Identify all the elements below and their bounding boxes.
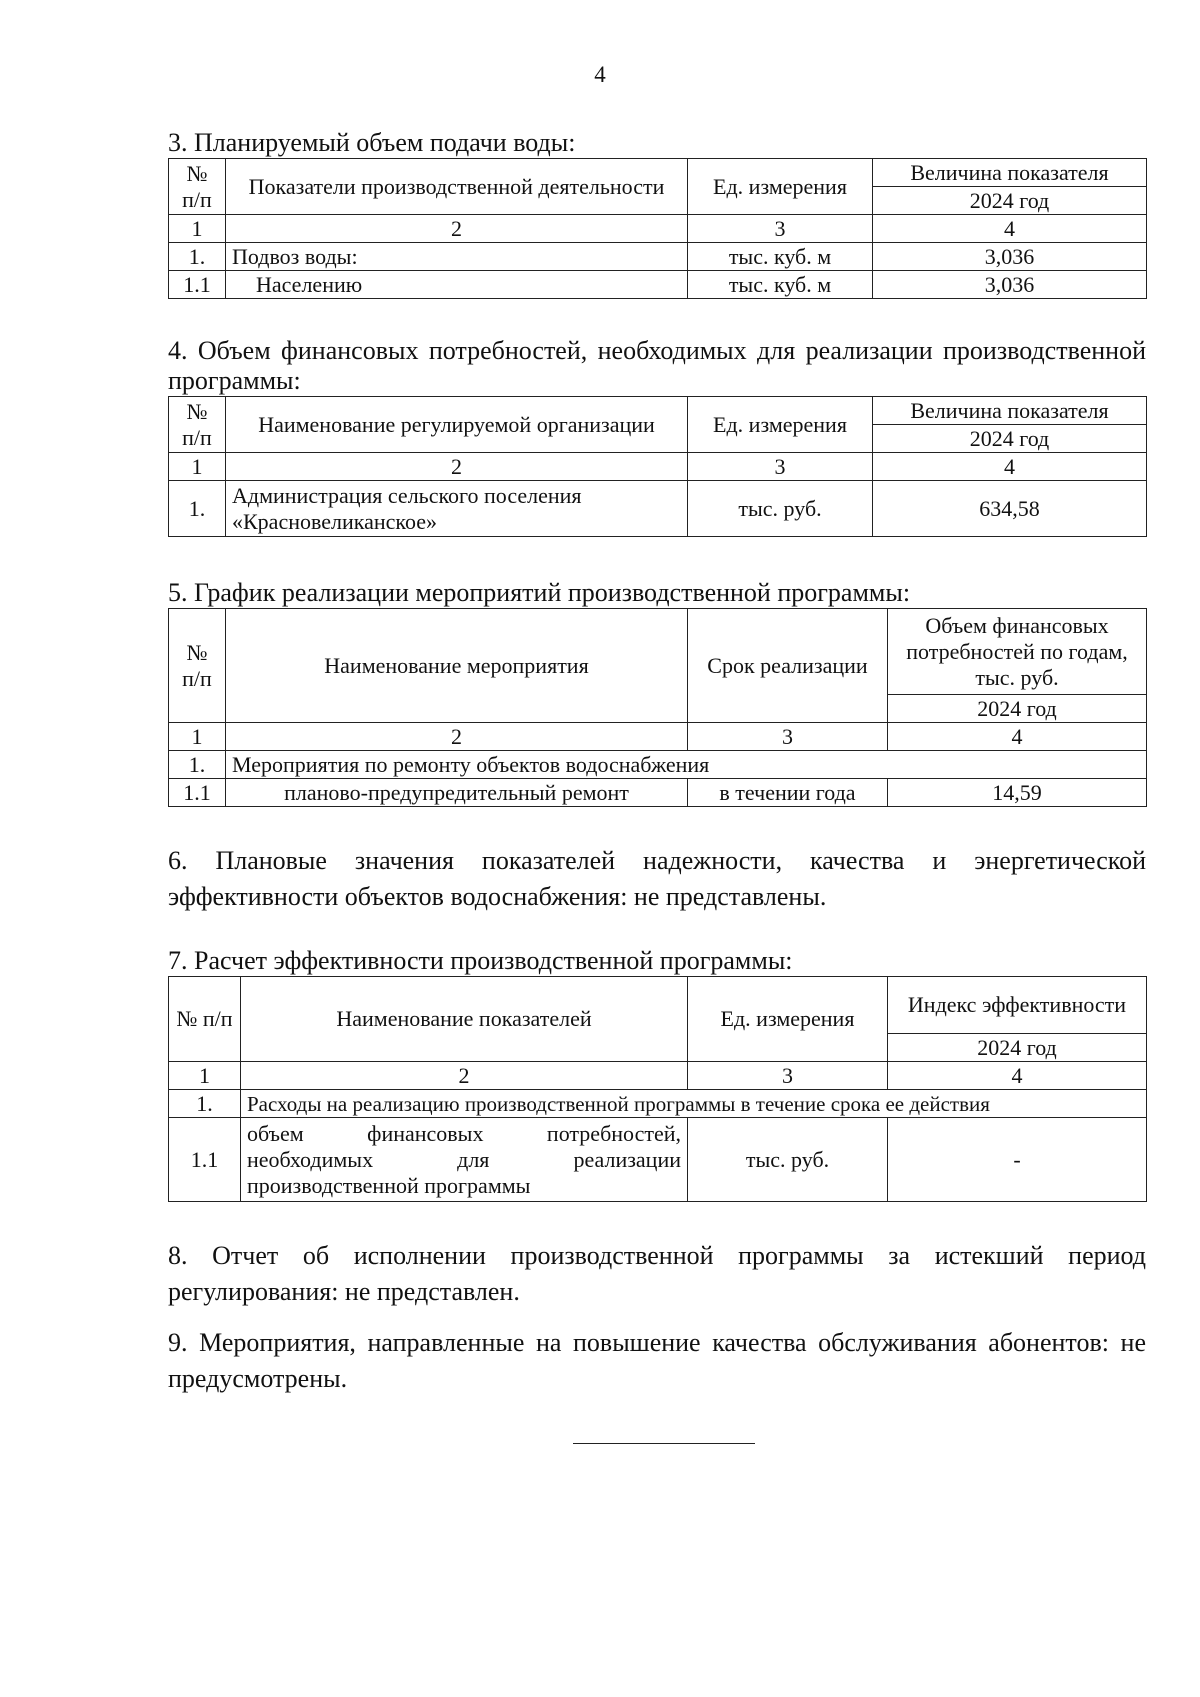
- column-number: 1: [169, 453, 226, 481]
- row-number: 1.: [169, 481, 226, 537]
- header-unit: Ед. измерения: [688, 397, 873, 453]
- row-number: 1.: [169, 1090, 241, 1118]
- row-value: 3,036: [873, 271, 1147, 299]
- header-year: 2024 год: [888, 695, 1147, 723]
- row-name: Населению: [226, 271, 688, 299]
- table-row: [169, 243, 1147, 271]
- header-number: № п/п: [169, 609, 226, 723]
- row-name: Подвоз воды:: [226, 243, 688, 271]
- table-row: [169, 481, 1147, 537]
- section-5-heading: 5. График реализации мероприятий производственной программы:: [168, 578, 911, 607]
- header-year: 2024 год: [888, 1034, 1147, 1062]
- efficiency-table: [168, 976, 1147, 1202]
- column-number: 1: [169, 723, 226, 751]
- row-value: -: [888, 1118, 1147, 1202]
- column-number: 3: [688, 215, 873, 243]
- column-number: 4: [873, 453, 1147, 481]
- column-number: 3: [688, 723, 888, 751]
- row-term: в течении года: [688, 779, 888, 807]
- column-number: 3: [688, 453, 873, 481]
- column-number: 4: [873, 215, 1147, 243]
- closing-divider: [573, 1443, 755, 1444]
- header-term: Срок реализации: [688, 609, 888, 723]
- row-value: 634,58: [873, 481, 1147, 537]
- section-efficiency-calculation: [168, 946, 1146, 1202]
- header-value: Величина показателя: [873, 397, 1147, 425]
- section-program-report: [168, 1238, 1146, 1310]
- header-activity-name: Наименование мероприятия: [226, 609, 688, 723]
- section-financial-needs: [168, 336, 1146, 537]
- column-number: 3: [688, 1062, 888, 1090]
- row-name: Расходы на реализацию производственной программы в течение срока ее действия: [241, 1090, 1147, 1118]
- header-value: Величина показателя: [873, 159, 1147, 187]
- column-number: 2: [226, 723, 688, 751]
- section-3-heading: 3. Планируемый объем подачи воды:: [168, 128, 576, 157]
- header-value: Индекс эффективности: [888, 977, 1147, 1034]
- column-number: 4: [888, 1062, 1147, 1090]
- section-8-text: 8. Отчет об исполнении производственной программы за истекший период регулирования: не представлен.: [168, 1241, 1146, 1306]
- column-number: 1: [169, 1062, 241, 1090]
- row-number: 1.: [169, 243, 226, 271]
- column-number: 2: [241, 1062, 688, 1090]
- row-number: 1.1: [169, 779, 226, 807]
- header-number: № п/п: [169, 397, 226, 453]
- row-number: 1.: [169, 751, 226, 779]
- header-year: 2024 год: [873, 425, 1147, 453]
- section-6-text: 6. Плановые значения показателей надежности, качества и энергетической эффективности объектов водоснабжения: не представлены.: [168, 846, 1146, 911]
- section-7-heading: 7. Расчет эффективности производственной программы:: [168, 946, 793, 975]
- section-reliability-indicators: [168, 843, 1146, 915]
- row-number: 1.1: [169, 271, 226, 299]
- table-row: [169, 779, 1147, 807]
- column-number: 4: [888, 723, 1147, 751]
- table-row: [169, 271, 1147, 299]
- financial-needs-table: [168, 396, 1147, 537]
- header-year: 2024 год: [873, 187, 1147, 215]
- header-indicator-name: Показатели производственной деятельности: [226, 159, 688, 215]
- row-value: 3,036: [873, 243, 1147, 271]
- water-supply-table: [168, 158, 1147, 299]
- activities-table: [168, 608, 1147, 807]
- column-number: 1: [169, 215, 226, 243]
- table-row: [169, 1118, 1147, 1202]
- section-9-text: 9. Мероприятия, направленные на повышение качества обслуживания абонентов: не предусмотрены.: [168, 1328, 1146, 1393]
- row-unit: тыс. куб. м: [688, 271, 873, 299]
- header-unit: Ед. измерения: [688, 159, 873, 215]
- row-number: 1.1: [169, 1118, 241, 1202]
- row-name: Мероприятия по ремонту объектов водоснабжения: [226, 751, 1147, 779]
- section-4-heading: 4. Объем финансовых потребностей, необходимых для реализации производственной программы:: [168, 336, 1146, 395]
- section-activities-schedule: [168, 578, 1146, 807]
- header-number: № п/п: [169, 159, 226, 215]
- header-indicator-name: Наименование показателей: [241, 977, 688, 1062]
- row-unit: тыс. руб.: [688, 1118, 888, 1202]
- row-name: Администрация сельского поселения «Красновеликанское»: [226, 481, 688, 537]
- column-number: 2: [226, 215, 688, 243]
- column-number: 2: [226, 453, 688, 481]
- header-value: Объем финансовых потребностей по годам, тыс. руб.: [888, 609, 1147, 695]
- section-water-supply-volume: [168, 128, 1146, 299]
- row-name: планово-предупредительный ремонт: [226, 779, 688, 807]
- header-organization-name: Наименование регулируемой организации: [226, 397, 688, 453]
- row-value: 14,59: [888, 779, 1147, 807]
- header-number: № п/п: [169, 977, 241, 1062]
- page-number: 4: [594, 62, 606, 87]
- header-unit: Ед. измерения: [688, 977, 888, 1062]
- row-name: объем финансовых потребностей, необходимых для реализации производственной программы: [241, 1118, 688, 1202]
- row-unit: тыс. куб. м: [688, 243, 873, 271]
- table-group-row: [169, 1090, 1147, 1118]
- section-service-quality-measures: [168, 1325, 1146, 1397]
- row-unit: тыс. руб.: [688, 481, 873, 537]
- table-group-row: [169, 751, 1147, 779]
